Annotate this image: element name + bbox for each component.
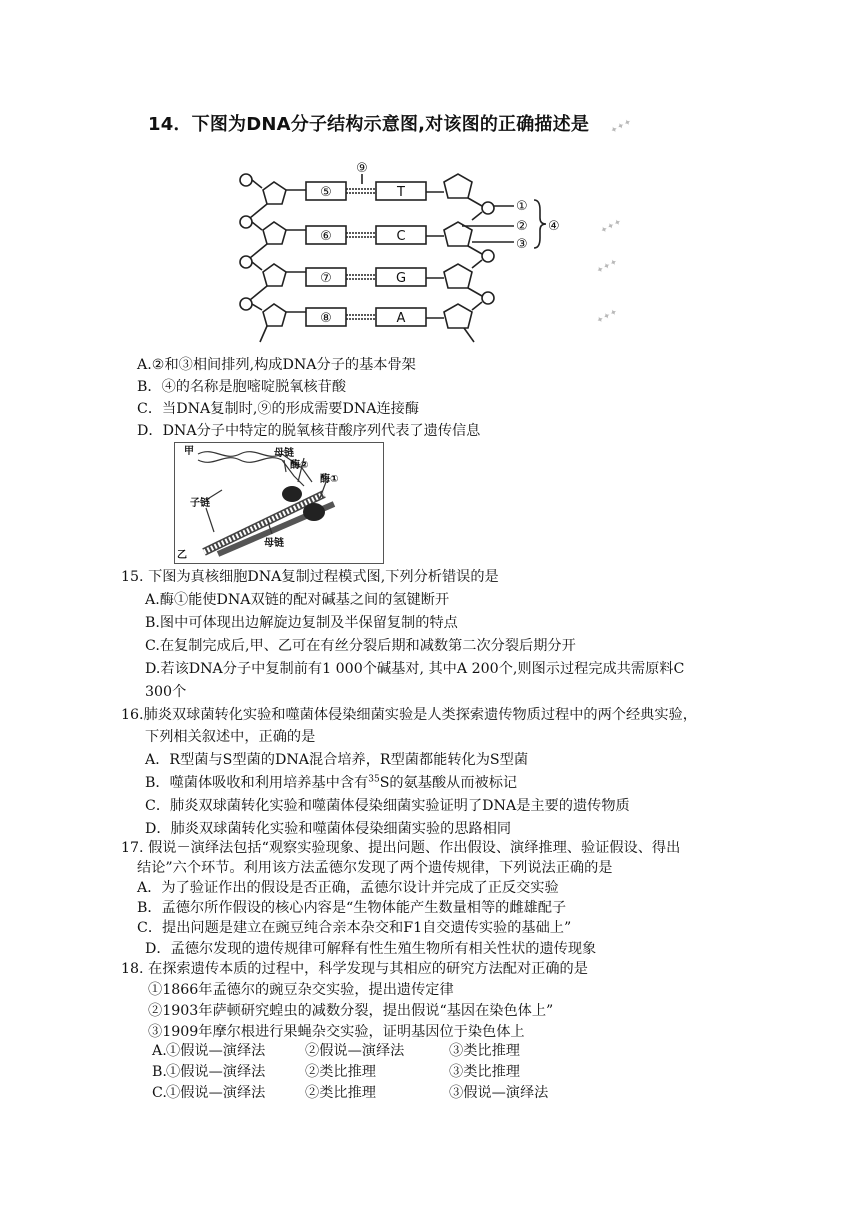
q18-choice-c-col3: ③假说—演绎法 bbox=[449, 1085, 549, 1101]
q17-option-a: A．为了验证作出的假设是否正确，孟德尔设计并完成了正反交实验 bbox=[137, 880, 559, 896]
q18-choice-b-col3: ③类比推理 bbox=[449, 1064, 520, 1080]
fig14-label-5: ⑤ bbox=[320, 185, 332, 200]
watermark: ✦✦✦ bbox=[608, 117, 634, 137]
q18-item-3: ③1909年摩尔根进行果蝇杂交实验，证明基因位于染色体上 bbox=[148, 1024, 525, 1040]
watermark: ✦✦✦ bbox=[598, 217, 624, 237]
q14-option-c: C．当DNA复制时,⑨的形成需要DNA连接酶 bbox=[137, 401, 420, 417]
q15-option-c: C.在复制完成后,甲、乙可在有丝分裂后期和减数第二次分裂后期分开 bbox=[145, 638, 576, 654]
fig15-label-mulian-top: 母链 bbox=[274, 448, 294, 459]
dna-structure-diagram bbox=[226, 160, 566, 350]
q18-choice-a-col2: ②假说—演绎法 bbox=[305, 1043, 405, 1059]
q18-stem: 18. 在探索遗传本质的过程中，科学发现与其相应的研究方法配对正确的是 bbox=[121, 961, 588, 977]
q18-choice-b-col1: ①假说—演绎法 bbox=[166, 1064, 266, 1080]
q18-choice-a-col3: ③类比推理 bbox=[449, 1043, 520, 1059]
q16-option-b: B．噬菌体吸收和利用培养基中含有$^{35}$S的氨基酸从而被标记 bbox=[145, 774, 518, 791]
q15-option-d-cont: 300个 bbox=[145, 684, 187, 700]
fig14-base-t: T bbox=[397, 185, 405, 200]
q18-choice-a-col1: ①假说—演绎法 bbox=[166, 1043, 266, 1059]
fig14-base-c: C bbox=[396, 229, 406, 244]
q16-option-a: A．R型菌与S型菌的DNA混合培养，R型菌都能转化为S型菌 bbox=[145, 752, 529, 768]
q16-stem-line1: 16.肺炎双球菌转化实验和噬菌体侵染细菌实验是人类探索遗传物质过程中的两个经典实验， bbox=[121, 707, 697, 723]
q15-option-b: B.图中可体现出边解旋边复制及半保留复制的特点 bbox=[145, 615, 458, 631]
q14-option-b: B．④的名称是胞嘧啶脱氧核苷酸 bbox=[137, 379, 347, 395]
q18-choice-c-col1: ①假说—演绎法 bbox=[166, 1085, 266, 1101]
q17-stem-line2: 结论”六个环节。利用该方法孟德尔发现了两个遗传规律，下列说法正确的是 bbox=[137, 860, 613, 876]
fig14-label-4: ④ bbox=[548, 219, 560, 234]
q15-stem: 15. 下图为真核细胞DNA复制过程模式图,下列分析错误的是 bbox=[121, 569, 499, 585]
q14-title: 14．下图为DNA分子结构示意图,对该图的正确描述是 bbox=[148, 114, 590, 135]
fig14-label-3: ③ bbox=[516, 237, 528, 252]
fig14-base-a: A bbox=[396, 311, 406, 326]
q18-item-2: ②1903年萨顿研究蝗虫的减数分裂，提出假说“基因在染色体上” bbox=[148, 1003, 554, 1019]
fig14-label-8: ⑧ bbox=[320, 311, 332, 326]
watermark: ✦✦✦ bbox=[594, 307, 620, 327]
fig14-label-7: ⑦ bbox=[320, 271, 332, 286]
q15-option-a: A.酶①能使DNA双链的配对碱基之间的氢键断开 bbox=[145, 592, 450, 608]
q18-choice-c-letter: C. bbox=[152, 1085, 167, 1101]
watermark: ✦✦✦ bbox=[594, 257, 620, 277]
q17-option-b: B．孟德尔所作假设的核心内容是“生物体能产生数量相等的雌雄配子 bbox=[137, 900, 567, 916]
q16-stem-line2: 下列相关叙述中，正确的是 bbox=[145, 729, 316, 745]
fig14-label-9: ⑨ bbox=[356, 161, 368, 176]
q14-option-d: D．DNA分子中特定的脱氧核苷酸序列代表了遗传信息 bbox=[137, 423, 481, 439]
fig15-label-enzyme1: 酶① bbox=[320, 474, 339, 485]
fig14-label-2: ② bbox=[516, 219, 528, 234]
fig14-label-1: ① bbox=[516, 199, 528, 214]
fig15-label-mulian-bottom: 母链 bbox=[264, 538, 284, 549]
q18-choice-b-col2: ②类比推理 bbox=[305, 1064, 376, 1080]
q16-option-c: C．肺炎双球菌转化实验和噬菌体侵染细菌实验证明了DNA是主要的遗传物质 bbox=[145, 798, 630, 814]
q18-choice-c-col2: ②类比推理 bbox=[305, 1085, 376, 1101]
fig15-label-jia: 甲 bbox=[184, 446, 194, 457]
fig15-label-zilian: 子链 bbox=[190, 498, 210, 509]
q18-item-1: ①1866年孟德尔的豌豆杂交实验，提出遗传定律 bbox=[148, 982, 454, 998]
fig15-label-enzyme2: 酶② bbox=[290, 460, 309, 471]
q16-option-d: D．肺炎双球菌转化实验和噬菌体侵染细菌实验的思路相同 bbox=[145, 821, 512, 837]
q17-stem-line1: 17. 假说－演绎法包括“观察实验现象、提出问题、作出假设、演绎推理、验证假设、得出 bbox=[121, 840, 681, 856]
q15-option-d: D.若该DNA分子中复制前有1 000个碱基对, 其中A 200个,则图示过程完成共需原料C bbox=[145, 661, 685, 677]
q18-choice-a-letter: A. bbox=[152, 1043, 167, 1059]
fig15-label-yi: 乙 bbox=[177, 550, 187, 561]
dna-replication-diagram bbox=[174, 442, 384, 564]
q17-option-c: C．提出问题是建立在豌豆纯合亲本杂交和F1自交遗传实验的基础上” bbox=[137, 920, 572, 936]
fig14-base-g: G bbox=[395, 271, 407, 286]
q14-option-a: A.②和③相间排列,构成DNA分子的基本骨架 bbox=[137, 357, 416, 373]
q17-option-d: D．孟德尔发现的遗传规律可解释有性生殖生物所有相关性状的遗传现象 bbox=[145, 941, 597, 957]
fig14-label-6: ⑥ bbox=[320, 229, 332, 244]
q18-choice-b-letter: B. bbox=[152, 1064, 167, 1080]
